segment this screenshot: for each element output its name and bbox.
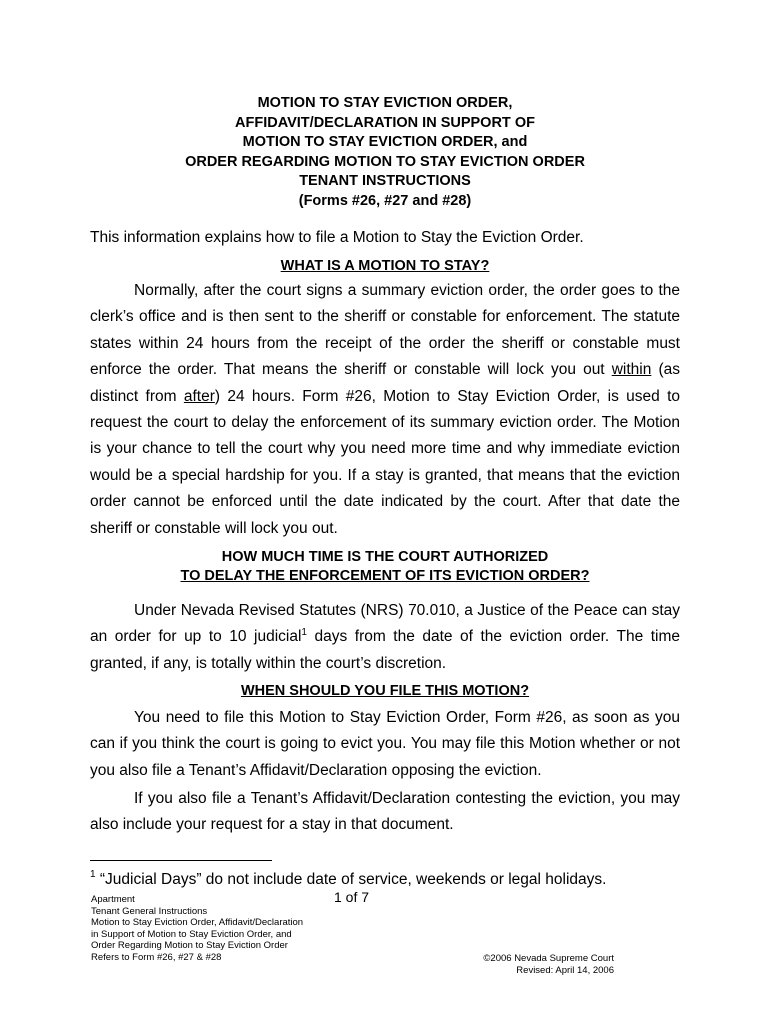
title-line: AFFIDAVIT/DECLARATION IN SUPPORT OF bbox=[235, 114, 535, 131]
paragraph-when-file bbox=[90, 705, 680, 784]
paragraph-text: ) 24 hours. Form #26, Motion to Stay Eviction Order, is used to request the court to delay the enforcement of its summary eviction order. The Motion is your chance to tell the court why you need more time and why immediate eviction would be a special hardship for you. If a stay is granted, that means that the eviction order cannot be enforced until the date indicated by the court. After that date the sheriff or constable will lock you out. bbox=[90, 387, 680, 537]
emphasis-after: after bbox=[183, 387, 215, 405]
emphasis-within: within bbox=[611, 361, 652, 379]
intro-text: This information explains how to file a Motion to Stay the Eviction Order. bbox=[90, 229, 584, 246]
paragraph-text: If you also file a Tenant’s Affidavit/Declaration contesting the eviction, you may also include your request for a stay in that document. bbox=[90, 790, 680, 834]
footer-line: Motion to Stay Eviction Order, Affidavit/Declaration bbox=[91, 917, 304, 929]
document-title bbox=[90, 94, 680, 211]
revision-date: Revised: April 14, 2006 bbox=[516, 964, 614, 976]
footnote bbox=[90, 870, 690, 890]
paragraph-what-is-motion bbox=[90, 278, 680, 542]
footer-line: in Support of Motion to Stay Eviction Order, and bbox=[91, 928, 292, 940]
footnote-reference: 1 bbox=[301, 627, 307, 639]
title-line: (Forms #26, #27 and #28) bbox=[298, 192, 472, 209]
title-line: MOTION TO STAY EVICTION ORDER, bbox=[257, 95, 513, 111]
footnote-marker: 1 bbox=[90, 868, 96, 880]
section-heading-line: HOW MUCH TIME IS THE COURT AUTHORIZED bbox=[221, 549, 549, 565]
footer-right bbox=[440, 953, 614, 976]
footer-left bbox=[91, 894, 303, 964]
footer-line: Refers to Form #26, #27 & #28 bbox=[91, 951, 222, 963]
title-line: ORDER REGARDING MOTION TO STAY EVICTION ORDER bbox=[185, 153, 585, 170]
section-heading-text: WHAT IS A MOTION TO STAY? bbox=[280, 258, 490, 274]
section-heading-when-file bbox=[90, 682, 680, 701]
footnote-text: “Judicial Days” do not include date of service, weekends or legal holidays. bbox=[95, 871, 607, 888]
footer-line: Apartment bbox=[91, 894, 135, 905]
section-heading-what-is-motion bbox=[90, 257, 680, 276]
paragraph-text: Under Nevada Revised Statutes (NRS) 70.010, a Justice of the Peace can stay an order for up to 10 judicial bbox=[90, 602, 680, 646]
copyright: ©2006 Nevada Supreme Court bbox=[483, 953, 614, 964]
footnote-divider bbox=[90, 860, 272, 861]
paragraph-text: Normally, after the court signs a summary eviction order, the order goes to the clerk’s office and is then sent to the sheriff or constable for enforcement. The statute states within 24 hours from the receipt of the order the sheriff or constable must enforce the order. That means the sheriff or constable will lock you out bbox=[90, 282, 680, 379]
page-number: 1 of 7 bbox=[334, 889, 370, 905]
paragraph-text: (as distinct from bbox=[90, 361, 680, 405]
paragraph-affidavit bbox=[90, 786, 680, 839]
paragraph-text: days from the date of the eviction order. The time granted, if any, is totally within the court’s discretion. bbox=[90, 628, 680, 672]
section-heading-how-much-time bbox=[90, 548, 680, 586]
footer-line: Order Regarding Motion to Stay Eviction Order bbox=[91, 940, 288, 952]
title-line: TENANT INSTRUCTIONS bbox=[299, 173, 471, 189]
title-line: MOTION TO STAY EVICTION ORDER, and bbox=[242, 134, 528, 150]
section-heading-line: TO DELAY THE ENFORCEMENT OF ITS EVICTION ORDER? bbox=[180, 568, 590, 584]
paragraph-text: You need to file this Motion to Stay Eviction Order, Form #26, as soon as you can if you think the court is going to evict you. You may file this Motion whether or not you also file a Tenant’s Affidavit/Declaration opposing the eviction. bbox=[90, 709, 680, 779]
section-heading-text: WHEN SHOULD YOU FILE THIS MOTION? bbox=[240, 683, 530, 699]
paragraph-how-much-time bbox=[90, 598, 680, 677]
footer-line: Tenant General Instructions bbox=[91, 905, 208, 917]
